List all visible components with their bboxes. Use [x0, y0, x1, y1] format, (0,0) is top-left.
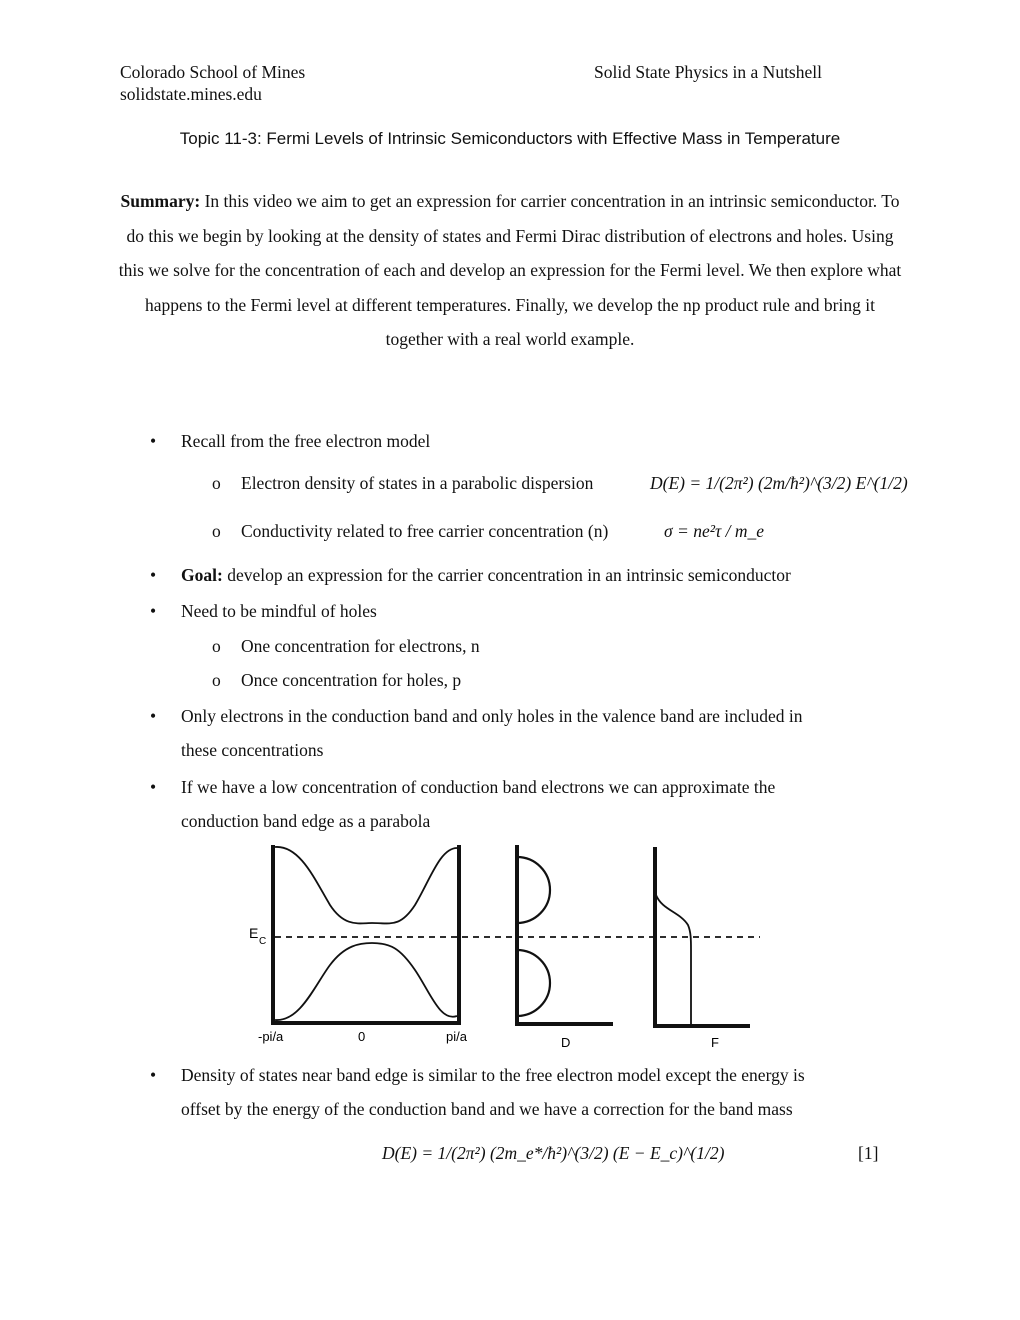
equation-number: [1]	[858, 1143, 879, 1163]
bullet-mark: •	[150, 565, 157, 585]
header-url: solidstate.mines.edu	[120, 84, 262, 104]
bullet-text: Need to be mindful of holes	[181, 601, 377, 621]
equation-dos-free: D(E) = 1/(2π²) (2m/ħ²)^(3/2) E^(1/2)	[650, 473, 908, 493]
equation-sigma: σ = ne²τ / m_e	[664, 521, 764, 541]
bullet-text: If we have a low concentration of conduction band electrons we can approximate the	[181, 777, 776, 797]
fermi-axis-label: F	[711, 1035, 719, 1050]
bullet-bands-cont: these concentrations	[181, 740, 324, 760]
bullet-text: Only electrons in the conduction band and only holes in the valence band are included in	[181, 706, 803, 726]
sub-bullet-1-2	[212, 521, 608, 542]
bullet-mark: •	[150, 777, 157, 797]
x-tick-right: pi/a	[446, 1029, 467, 1044]
sub-bullet-holes	[212, 670, 461, 691]
sub-bullet-mark: o	[212, 473, 221, 493]
valence-band-curve	[275, 943, 457, 1020]
bullet-goal	[150, 565, 791, 586]
x-tick-left: -pi/a	[258, 1029, 284, 1044]
band-diagram-figure	[240, 840, 780, 1055]
sub-bullet-text: One concentration for electrons, n	[241, 636, 480, 656]
conduction-band-curve	[275, 847, 457, 924]
sub-bullet-text: Conductivity related to free carrier concentration (n)	[241, 521, 609, 541]
summary-paragraph	[115, 184, 905, 357]
equation-dos-effective-mass: D(E) = 1/(2π²) (2m_e*/ħ²)^(3/2) (E − E_c)^(1/2)	[382, 1143, 725, 1163]
sub-bullet-text: Once concentration for holes, p	[241, 670, 462, 690]
bullet-dos-edge	[150, 1065, 805, 1086]
bullet-parabola	[150, 777, 775, 798]
bullet-holes	[150, 601, 377, 622]
sub-bullet-mark: o	[212, 521, 221, 541]
dos-upper-semicircle	[517, 857, 550, 923]
header-course: Solid State Physics in a Nutshell	[594, 62, 822, 82]
sub-bullet-mark: o	[212, 636, 221, 656]
bullet-mark: •	[150, 431, 157, 451]
dos-lower-semicircle	[517, 950, 550, 1016]
ec-label: E	[249, 925, 259, 941]
bullet-mark: •	[150, 1065, 157, 1085]
sub-bullet-electrons	[212, 636, 480, 657]
page-title: Topic 11-3: Fermi Levels of Intrinsic Semiconductors with Effective Mass in Temperature	[179, 129, 841, 148]
bullet-mark: •	[150, 706, 157, 726]
sub-bullet-text: Electron density of states in a parabolic dispersion	[241, 473, 594, 493]
bullet-parabola-cont: conduction band edge as a parabola	[181, 811, 431, 831]
bullet-bands	[150, 706, 803, 727]
summary-label: Summary:	[120, 191, 201, 211]
goal-label: Goal:	[181, 565, 223, 585]
fermi-dirac-curve	[656, 895, 691, 1026]
bullet-text: Recall from the free electron model	[181, 431, 431, 451]
goal-text: develop an expression for the carrier concentration in an intrinsic semiconductor	[222, 565, 791, 585]
bullet-1	[150, 431, 430, 452]
bullet-dos-edge-cont: offset by the energy of the conduction band and we have a correction for the band mass	[181, 1099, 793, 1119]
header-institution: Colorado School of Mines	[120, 62, 306, 82]
sub-bullet-mark: o	[212, 670, 221, 690]
summary-text: In this video we aim to get an expression for carrier concentration in an intrinsic semiconductor. To do this we begin by looking at the density of states and Fermi Dirac distribution of electrons and holes. Using this we solve for the concentration of each and develop an expression for the Fermi level. We then explore what happens to the Fermi level at different temperatures. Finally, we develop the np product rule and bring it together with a real world example.	[118, 191, 902, 350]
bullet-text: Density of states near band edge is similar to the free electron model except the energy is	[181, 1065, 805, 1085]
x-tick-zero: 0	[358, 1029, 366, 1044]
ec-label-subscript: C	[259, 936, 267, 947]
dos-axis-label: D	[561, 1035, 571, 1050]
sub-bullet-1-1	[212, 473, 593, 494]
bullet-mark: •	[150, 601, 157, 621]
